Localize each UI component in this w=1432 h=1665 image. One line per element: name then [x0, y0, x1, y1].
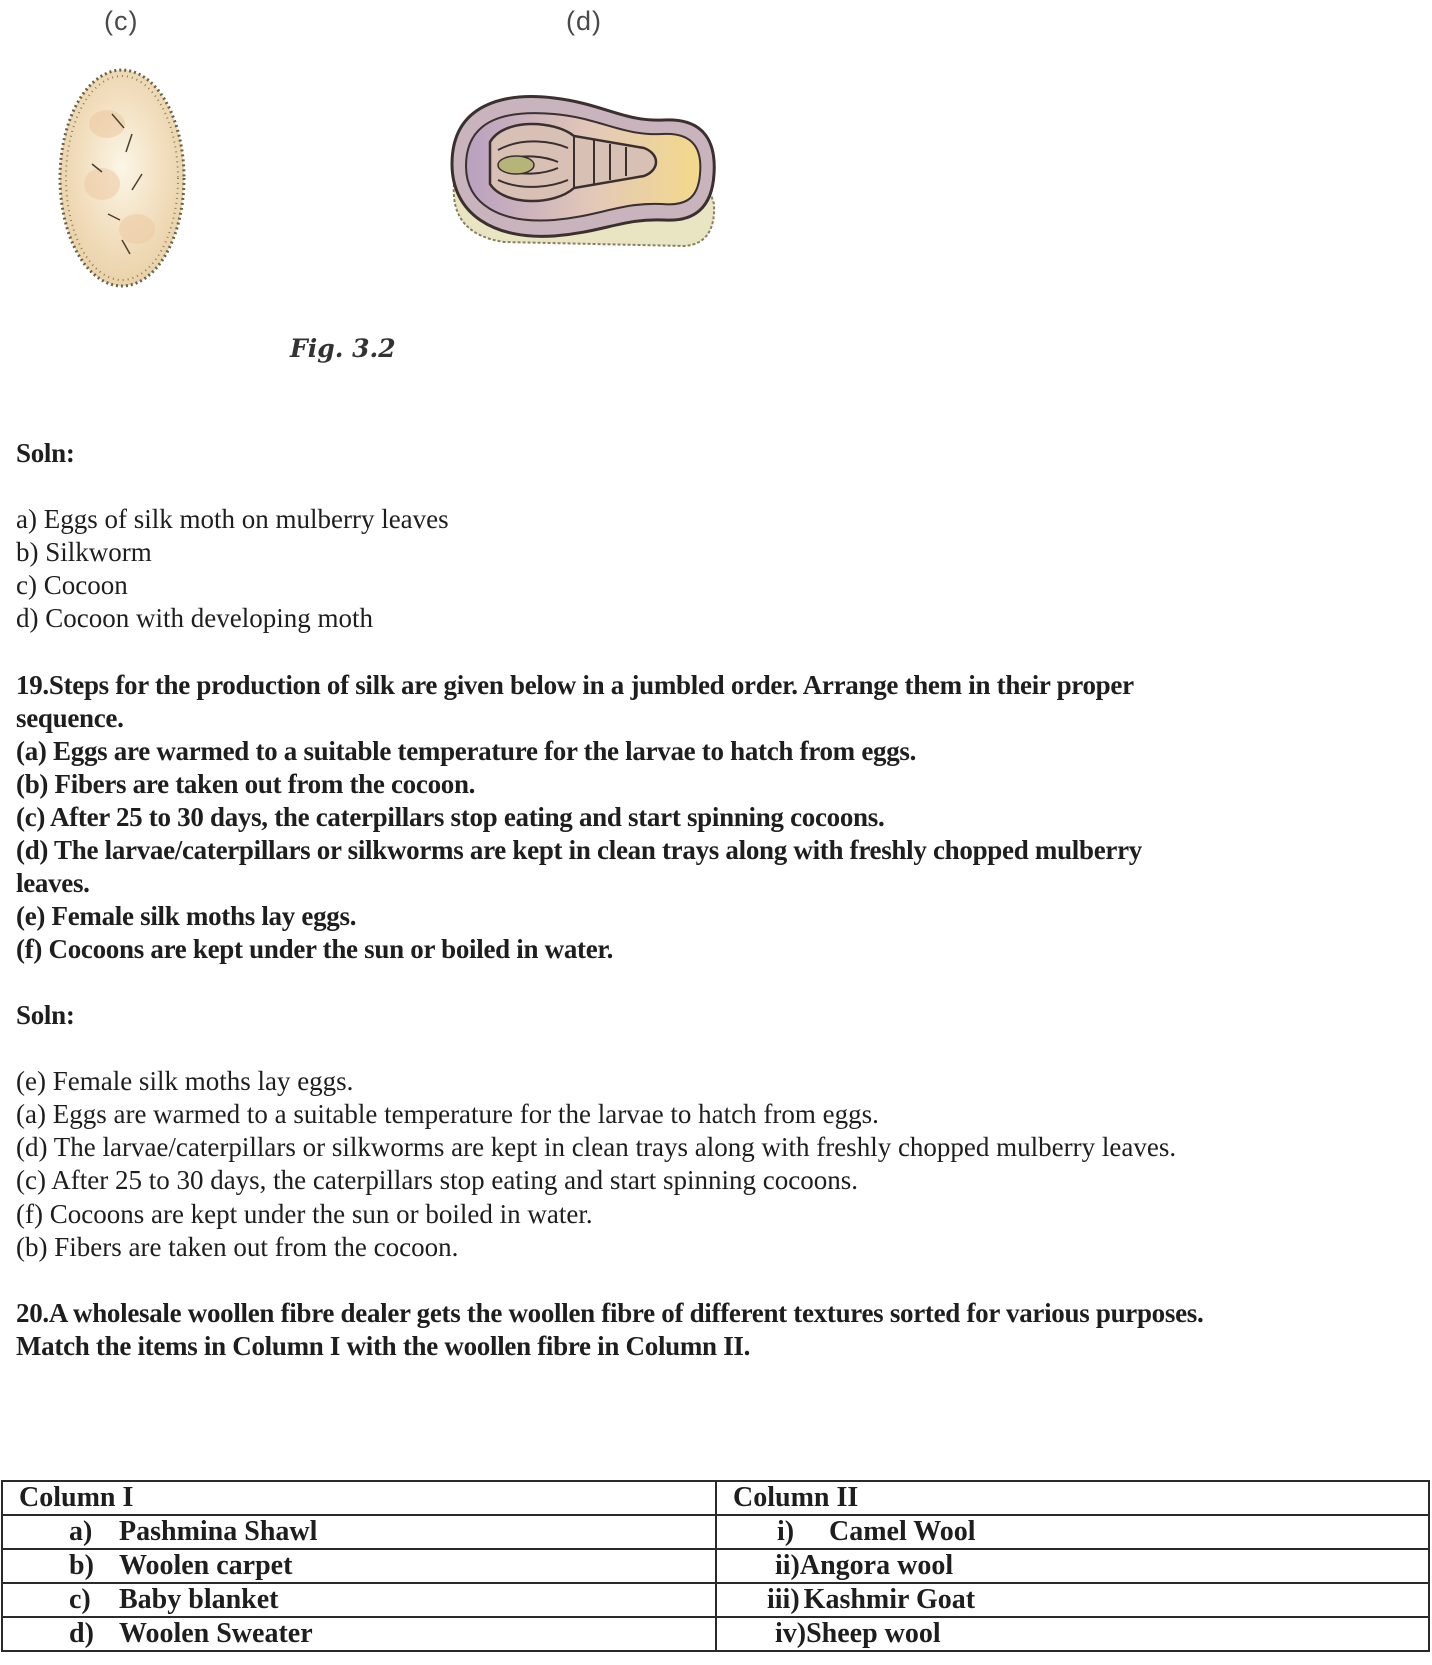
q19-solution-heading: Soln:	[16, 1000, 75, 1030]
table-header-row	[2, 1481, 1429, 1515]
fibre-label: iv)	[775, 1618, 807, 1649]
q18-answer: d) Cocoon with developing moth	[16, 603, 373, 633]
fibre-label: i)	[777, 1516, 795, 1547]
q19-solution-step: (d) The larvae/caterpillars or silkworms are kept in clean trays along with freshly chopped mulberry leaves.	[16, 1132, 1177, 1162]
cocoon-with-moth-illustration	[444, 84, 719, 254]
q19-question: sequence.	[16, 703, 124, 733]
q20-question: 20.A wholesale woollen fibre dealer gets the woollen fibre of different textures sorted for various purposes.	[16, 1298, 1204, 1328]
figure-caption: Fig. 3.2	[290, 334, 396, 363]
q19-solution-step: (b) Fibers are taken out from the cocoon.	[16, 1232, 459, 1262]
item-text: Woolen carpet	[119, 1550, 293, 1581]
fibre-text: Camel Wool	[829, 1516, 976, 1547]
item-label: c)	[69, 1584, 91, 1615]
q19-solution-step: (f) Cocoons are kept under the sun or boiled in water.	[16, 1199, 593, 1229]
q19-step: (c) After 25 to 30 days, the caterpillars stop eating and start spinning cocoons.	[16, 802, 885, 832]
column-1-header: Column I	[19, 1482, 134, 1513]
item-label: d)	[69, 1618, 94, 1649]
fibre-label: ii)	[775, 1550, 800, 1581]
table-row	[2, 1515, 1429, 1549]
q19-solution-step: (e) Female silk moths lay eggs.	[16, 1066, 354, 1096]
q19-step: leaves.	[16, 868, 90, 898]
item-text: Woolen Sweater	[119, 1618, 313, 1649]
figure-label-d: (d)	[566, 6, 602, 36]
figure-label-c: (c)	[104, 6, 139, 36]
table-header-cell	[2, 1481, 716, 1515]
item-label: a)	[69, 1516, 93, 1547]
fibre-text: Sheep wool	[806, 1618, 941, 1649]
q19-question: 19.Steps for the production of silk are given below in a jumbled order. Arrange them in their proper	[16, 670, 1134, 700]
q19-step: (f) Cocoons are kept under the sun or boiled in water.	[16, 934, 614, 964]
q19-solution-step: (c) After 25 to 30 days, the caterpillars stop eating and start spinning cocoons.	[16, 1165, 859, 1195]
table-row	[2, 1617, 1429, 1651]
q19-step: (b) Fibers are taken out from the cocoon.	[16, 769, 476, 799]
q18-answer: a) Eggs of silk moth on mulberry leaves	[16, 504, 449, 534]
q19-solution-step: (a) Eggs are warmed to a suitable temperature for the larvae to hatch from eggs.	[16, 1099, 879, 1129]
q19-step: (e) Female silk moths lay eggs.	[16, 901, 357, 931]
cocoon-illustration	[52, 64, 192, 294]
q20-question: Match the items in Column I with the woollen fibre in Column II.	[16, 1331, 751, 1361]
q18-solution-heading: Soln:	[16, 438, 75, 468]
q18-answer: c) Cocoon	[16, 570, 128, 600]
item-text: Baby blanket	[119, 1584, 279, 1615]
q19-step: (d) The larvae/caterpillars or silkworms are kept in clean trays along with freshly chopped mulberry	[16, 835, 1142, 865]
table-row	[2, 1549, 1429, 1583]
table-row	[2, 1583, 1429, 1617]
q19-step: (a) Eggs are warmed to a suitable temperature for the larvae to hatch from eggs.	[16, 736, 917, 766]
item-text: Pashmina Shawl	[119, 1516, 318, 1547]
fibre-text: Kashmir Goat	[803, 1584, 976, 1615]
match-table	[1, 1480, 1430, 1652]
column-2-header: Column II	[733, 1482, 859, 1513]
table-header-cell	[716, 1481, 1429, 1515]
item-label: b)	[69, 1550, 94, 1581]
fibre-label: iii)	[767, 1584, 800, 1615]
q18-answer: b) Silkworm	[16, 537, 152, 567]
fibre-text: Angora wool	[799, 1550, 954, 1581]
